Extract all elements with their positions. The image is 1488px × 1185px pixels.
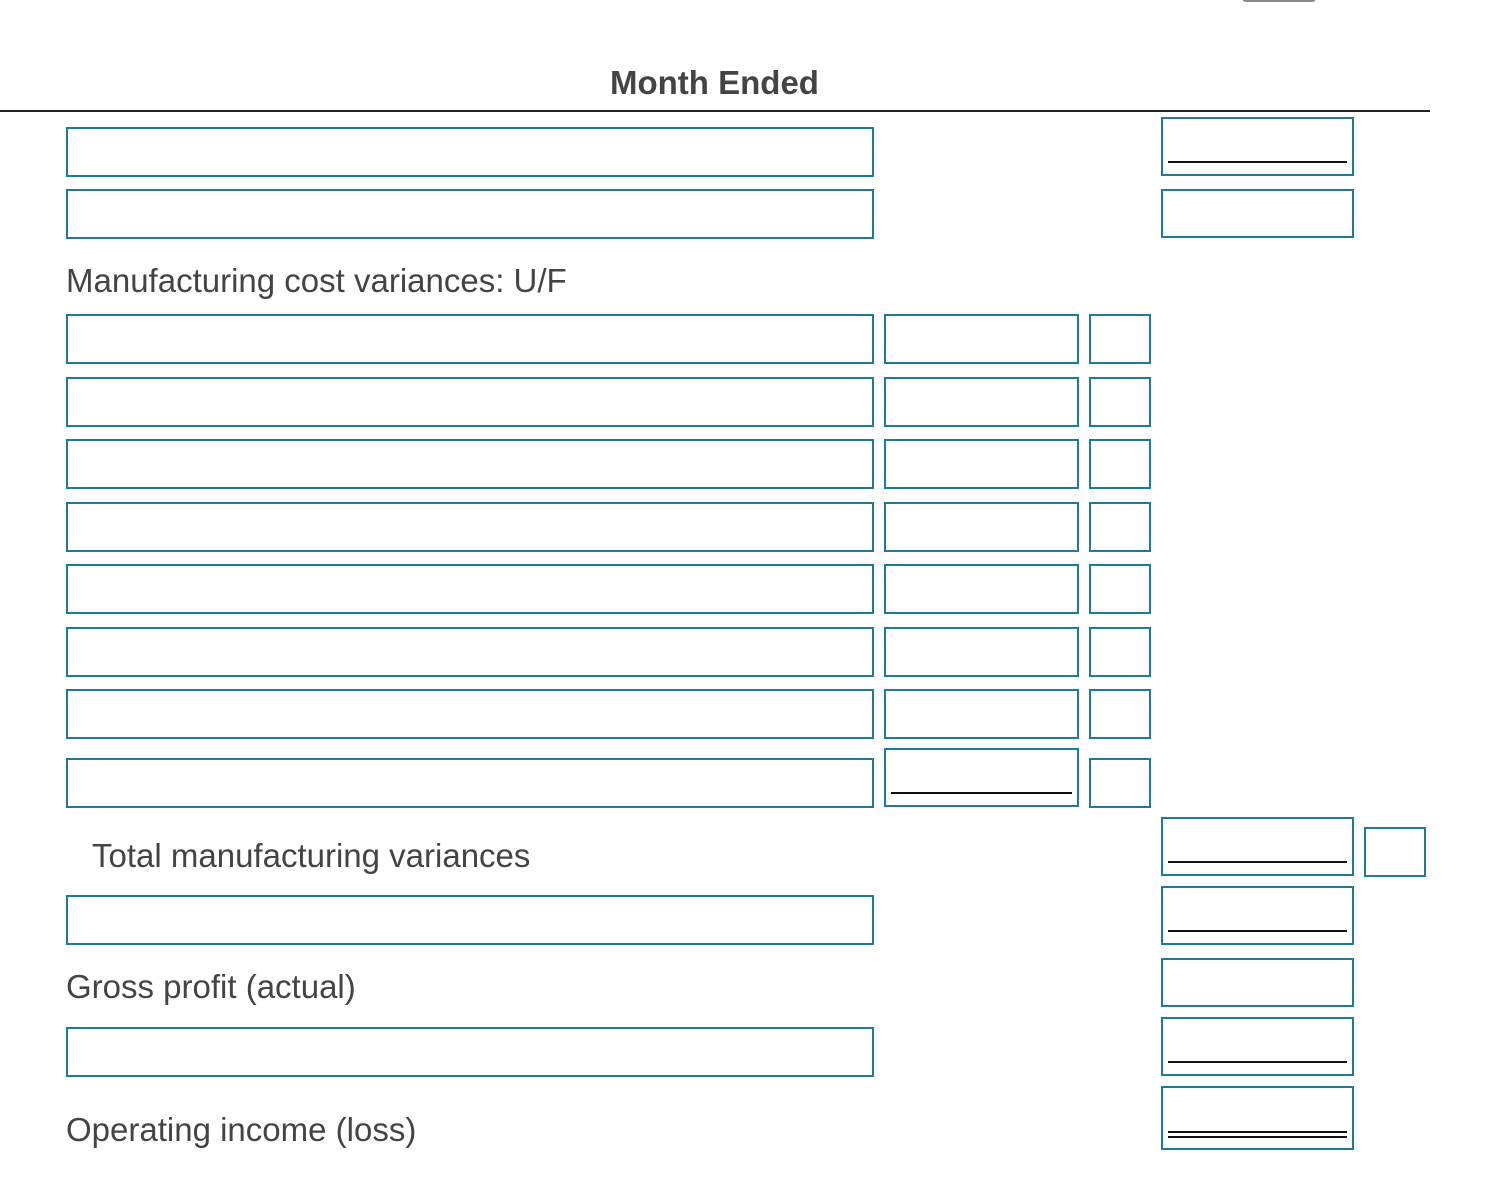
gross-profit-label: Gross profit (actual)	[66, 968, 356, 1005]
top-total-input-1[interactable]	[1161, 117, 1354, 176]
variance-uf-input-2[interactable]	[1089, 377, 1151, 427]
variance-amount-input-3[interactable]	[884, 439, 1079, 489]
total-variances-uf-input[interactable]	[1364, 827, 1426, 877]
operating-income-label: Operating income (loss)	[66, 1111, 417, 1148]
variance-desc-input-3[interactable]	[66, 439, 874, 489]
variance-amount-input-8[interactable]	[884, 748, 1079, 807]
operating-income-amount-input[interactable]	[1161, 1086, 1354, 1150]
adjusted-amount-input[interactable]	[1161, 886, 1354, 945]
adjusted-desc-input[interactable]	[66, 895, 874, 945]
variance-uf-input-4[interactable]	[1089, 502, 1151, 552]
variance-desc-input-5[interactable]	[66, 564, 874, 614]
variance-amount-input-2[interactable]	[884, 377, 1079, 427]
variance-amount-input-5[interactable]	[884, 564, 1079, 614]
variance-amount-input-1[interactable]	[884, 314, 1079, 364]
top-total-input-2[interactable]	[1161, 189, 1354, 238]
variance-desc-input-4[interactable]	[66, 502, 874, 552]
variances-section-label: Manufacturing cost variances: U/F	[66, 262, 567, 299]
expenses-amount-input[interactable]	[1161, 1017, 1354, 1076]
gross-profit-amount-input[interactable]	[1161, 958, 1354, 1007]
variance-desc-input-8[interactable]	[66, 758, 874, 808]
variance-amount-input-4[interactable]	[884, 502, 1079, 552]
variance-desc-input-1[interactable]	[66, 314, 874, 364]
header-divider	[0, 110, 1430, 112]
variance-amount-input-7[interactable]	[884, 689, 1079, 739]
variance-desc-input-7[interactable]	[66, 689, 874, 739]
top-desc-input-1[interactable]	[66, 127, 874, 177]
double-underline	[1168, 1131, 1347, 1138]
top-desc-input-2[interactable]	[66, 189, 874, 239]
single-underline	[1168, 930, 1347, 932]
variance-amount-input-6[interactable]	[884, 627, 1079, 677]
top-tab-handle	[1242, 0, 1316, 2]
expenses-desc-input[interactable]	[66, 1027, 874, 1077]
variance-uf-input-1[interactable]	[1089, 314, 1151, 364]
single-underline	[1168, 861, 1347, 863]
single-underline	[1168, 1061, 1347, 1063]
variance-uf-input-7[interactable]	[1089, 689, 1151, 739]
single-underline	[891, 792, 1072, 794]
variance-desc-input-6[interactable]	[66, 627, 874, 677]
variance-uf-input-6[interactable]	[1089, 627, 1151, 677]
variance-uf-input-5[interactable]	[1089, 564, 1151, 614]
total-variances-amount-input[interactable]	[1161, 817, 1354, 876]
total-variances-label: Total manufacturing variances	[92, 837, 531, 874]
variance-uf-input-8[interactable]	[1089, 758, 1151, 808]
variance-desc-input-2[interactable]	[66, 377, 874, 427]
variance-uf-input-3[interactable]	[1089, 439, 1151, 489]
page-title: Month Ended	[610, 64, 819, 101]
single-underline	[1168, 161, 1347, 163]
